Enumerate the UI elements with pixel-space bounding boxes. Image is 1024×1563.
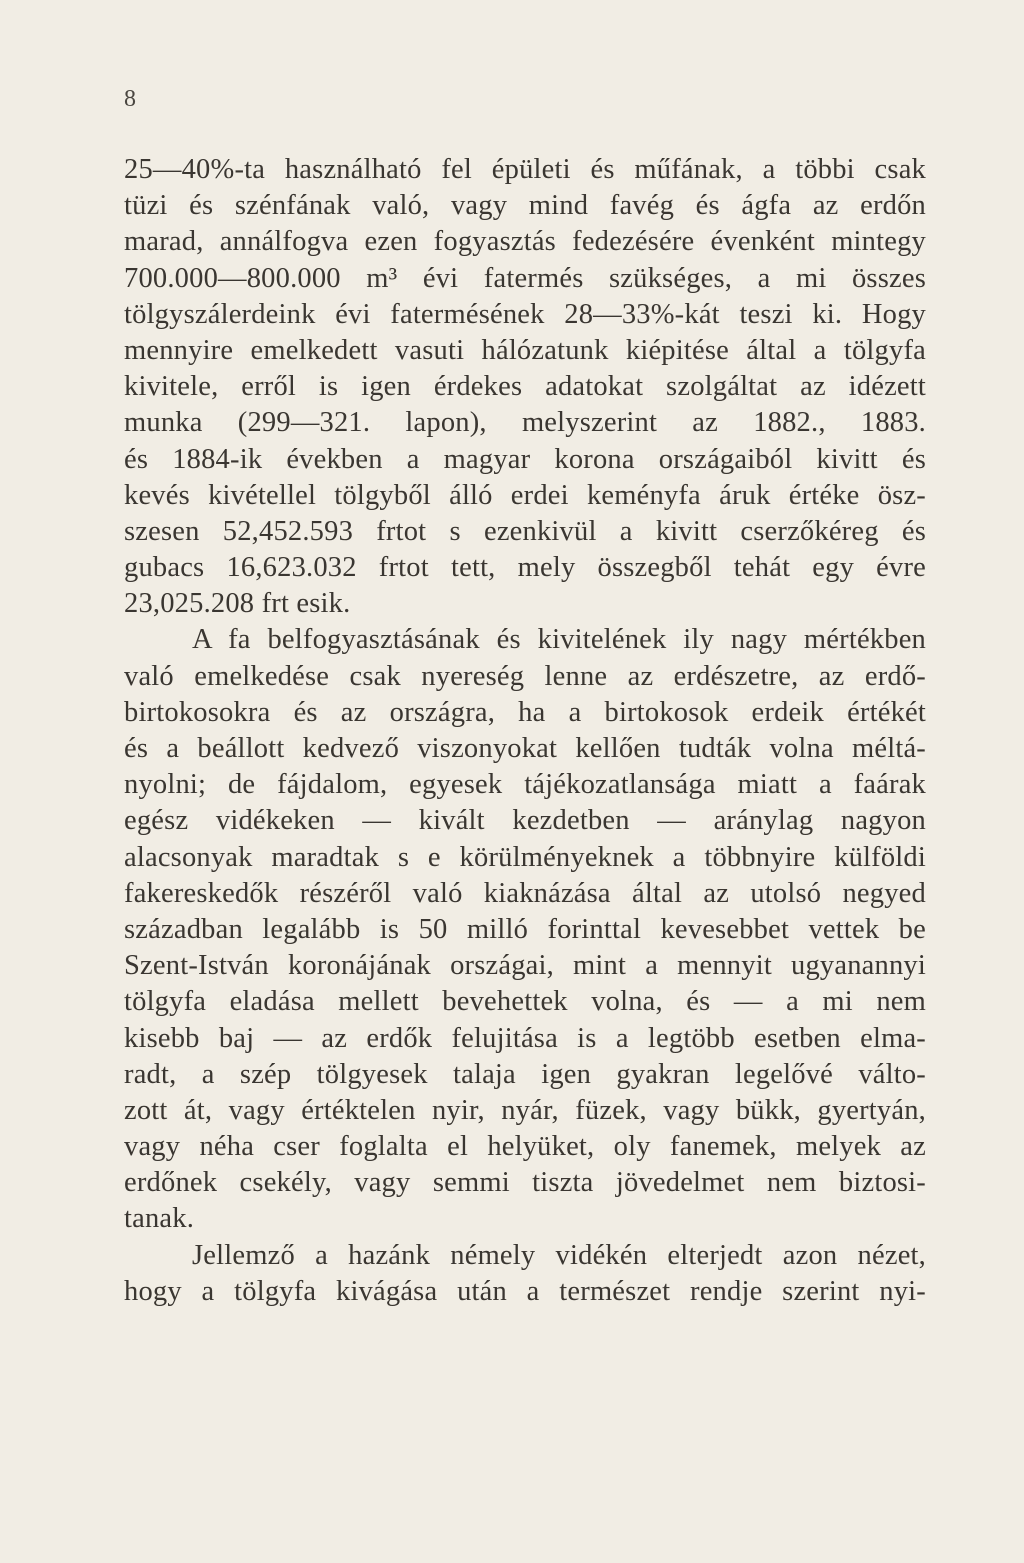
text-line: fakereskedők részéről való kiaknázása által az utolsó negyed [124, 877, 926, 909]
text-line: Szent-István koronájának országai, mint a mennyit ugyanannyi [124, 950, 926, 982]
text-line: vagy néha cser foglalta el helyüket, oly fanemek, melyek az [124, 1131, 926, 1163]
text-line: hogy a tölgyfa kivágása után a természet rendje szerint nyi- [124, 1275, 926, 1307]
text-line: és a beállott kedvező viszonyokat kellően tudták volna méltá- [124, 733, 926, 764]
text-line: kisebb baj — az erdők felujitása is a legtöbb esetben elma- [124, 1022, 926, 1054]
text-line: tanak. [124, 1203, 195, 1235]
text-line: és 1884-ik években a magyar korona országaiból kivitt és [124, 443, 926, 475]
text-line: A fa belfogyasztásának és kivitelének ily nagy mértékben [192, 624, 926, 656]
text-line: kivitele, erről is igen érdekes adatokat szolgáltat az idézett [124, 371, 926, 403]
body-text [124, 152, 926, 1310]
text-line: való emelkedése csak nyereség lenne az erdészetre, az erdő- [124, 660, 926, 692]
text-line: nyolni; de fájdalom, egyesek tájékozatlansága miatt a faárak [124, 769, 926, 801]
text-line: 23,025.208 frt esik. [124, 588, 351, 620]
page-number: 8 [124, 86, 137, 112]
text-line: tölgyszálerdeink évi fatermésének 28—33%-kát teszi ki. Hogy [124, 298, 926, 330]
text-line: egész vidékeken — kivált kezdetben — aránylag nagyon [124, 805, 926, 837]
text-line: mennyire emelkedett vasuti hálózatunk kiépitése által a tölgyfa [124, 334, 926, 366]
text-line: radt, a szép tölgyesek talaja igen gyakran legelővé válto- [124, 1058, 926, 1090]
text-line: tüzi és szénfának való, vagy mind favég és ágfa az erdőn [124, 190, 926, 222]
text-line: 25—40%-ta használható fel épületi és műfának, a többi csak [124, 154, 926, 185]
text-line: gubacs 16,623.032 frtot tett, mely összegből tehát egy évre [124, 552, 926, 584]
text-line: tölgyfa eladása mellett bevehettek volna, és — a mi nem [124, 986, 926, 1018]
text-line: kevés kivétellel tölgyből álló erdei keményfa áruk értéke ösz- [124, 479, 926, 511]
text-line: munka (299—321. lapon), melyszerint az 1882., 1883. [124, 407, 926, 439]
text-line: erdőnek csekély, vagy semmi tiszta jövedelmet nem biztosi- [124, 1167, 926, 1199]
text-line: birtokosokra és az országra, ha a birtokosok erdeik értékét [124, 696, 926, 728]
text-line: szesen 52,452.593 frtot s ezenkivül a kivitt cserzőkéreg és [124, 515, 926, 547]
text-line: Jellemző a hazánk némely vidékén elterjedt azon nézet, [192, 1239, 926, 1271]
text-line: alacsonyak maradtak s e körülményeknek a többnyire külföldi [124, 841, 926, 873]
text-line: században legalább is 50 milló forinttal kevesebbet vettek be [124, 913, 926, 945]
text-line: marad, annálfogva ezen fogyasztás fedezésére évenként mintegy [124, 226, 926, 258]
text-line: 700.000—800.000 m³ évi fatermés szükséges, a mi összes [124, 262, 926, 294]
text-line: zott át, vagy értéktelen nyir, nyár, füzek, vagy bükk, gyertyán, [124, 1094, 926, 1126]
